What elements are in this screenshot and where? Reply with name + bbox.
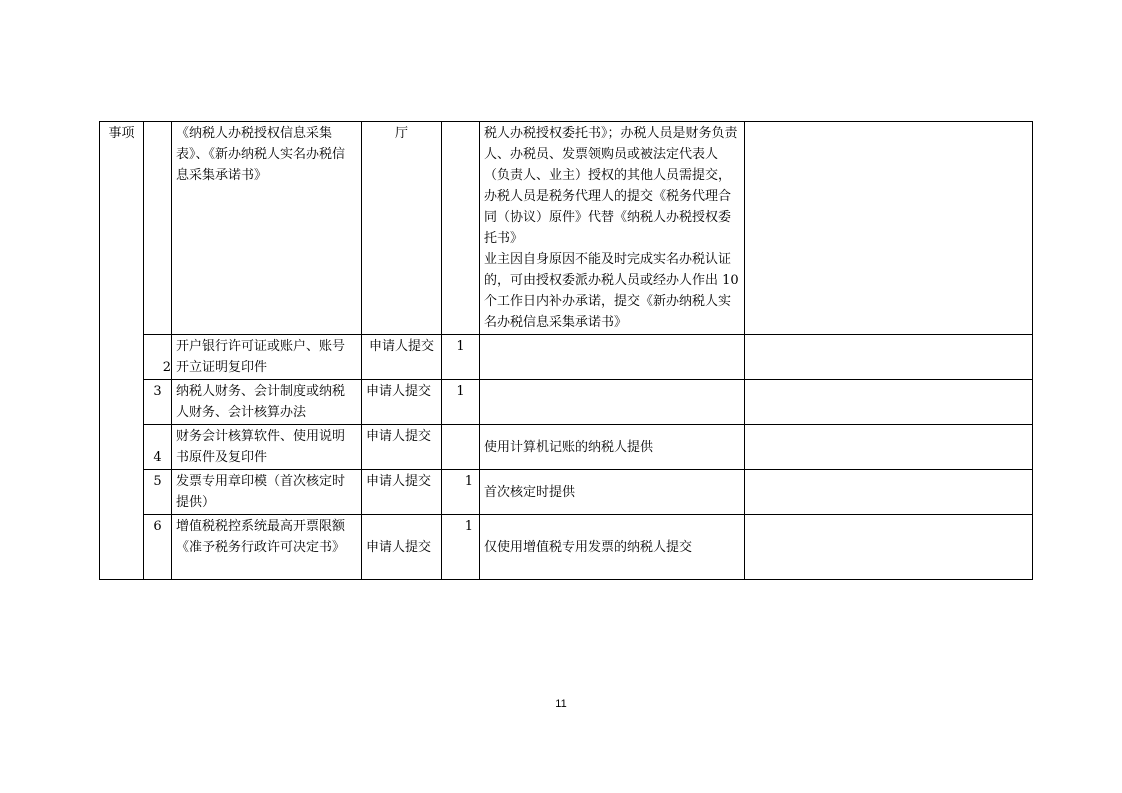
note-cell: [480, 335, 745, 380]
row-number: 2: [144, 335, 172, 380]
table-row: [100, 470, 1033, 515]
table-row: [100, 122, 1033, 335]
row-number: 4: [144, 425, 172, 470]
note-text-2: 业主因自身原因不能及时完成实名办税认证的，可由授权委派办税人员或经办人作出 10 个工作日内补办承诺，提交《新办纳税人实名办税信息采集承诺书》: [484, 252, 739, 330]
row-number: 6: [144, 515, 172, 580]
copy-count-cell: [442, 425, 480, 470]
table-row: [100, 380, 1033, 425]
extra-cell: [745, 122, 1033, 335]
copy-count-cell: 1: [442, 335, 480, 380]
note-cell: 首次核定时提供: [480, 470, 745, 515]
submission-way-cell: 申请人提交: [362, 335, 442, 380]
note-cell: [480, 122, 745, 335]
copy-count-cell: [442, 122, 480, 335]
material-cell: 增值税税控系统最高开票限额《准予税务行政许可决定书》: [172, 515, 362, 580]
submission-way-cell: 申请人提交: [362, 425, 442, 470]
note-cell: [480, 380, 745, 425]
submission-way-cell: 申请人提交: [362, 470, 442, 515]
material-cell: 纳税人财务、会计制度或纳税人财务、会计核算办法: [172, 380, 362, 425]
copy-count-cell: 1: [442, 515, 480, 580]
submission-way-cell: 申请人提交: [362, 515, 442, 580]
material-cell: 《纳税人办税授权信息采集表》、《新办纳税人实名办税信息采集承诺书》: [172, 122, 362, 335]
table-row: [100, 335, 1033, 380]
extra-cell: [745, 335, 1033, 380]
material-cell: 开户银行许可证或账户、账号开立证明复印件: [172, 335, 362, 380]
page-number: 11: [555, 698, 567, 710]
row-number: [144, 122, 172, 335]
extra-cell: [745, 470, 1033, 515]
table-row: [100, 425, 1033, 470]
item-label: 事项: [108, 126, 135, 141]
submission-way-cell: 厅: [362, 122, 442, 335]
note-cell: 使用计算机记账的纳税人提供: [480, 425, 745, 470]
table-row: [100, 515, 1033, 580]
row-number: 5: [144, 470, 172, 515]
note-text: 税人办税授权委托书》；办税人员是财务负责人、办税员、发票领购员或被法定代表人（负责人、业主）授权的其他人员需提交，办税人员是税务代理人的提交《税务代理合同（协议）原件》代替《纳税人办税授权委托书》: [484, 126, 738, 246]
item-label-cell: [100, 122, 144, 580]
copy-count-cell: 1: [442, 470, 480, 515]
requirements-table: [99, 121, 1033, 580]
extra-cell: [745, 425, 1033, 470]
note-cell: 仅使用增值税专用发票的纳税人提交: [480, 515, 745, 580]
row-number: 3: [144, 380, 172, 425]
extra-cell: [745, 515, 1033, 580]
extra-cell: [745, 380, 1033, 425]
material-cell: 发票专用章印模（首次核定时提供）: [172, 470, 362, 515]
material-cell: 财务会计核算软件、使用说明书原件及复印件: [172, 425, 362, 470]
submission-way-cell: 申请人提交: [362, 380, 442, 425]
copy-count-cell: 1: [442, 380, 480, 425]
